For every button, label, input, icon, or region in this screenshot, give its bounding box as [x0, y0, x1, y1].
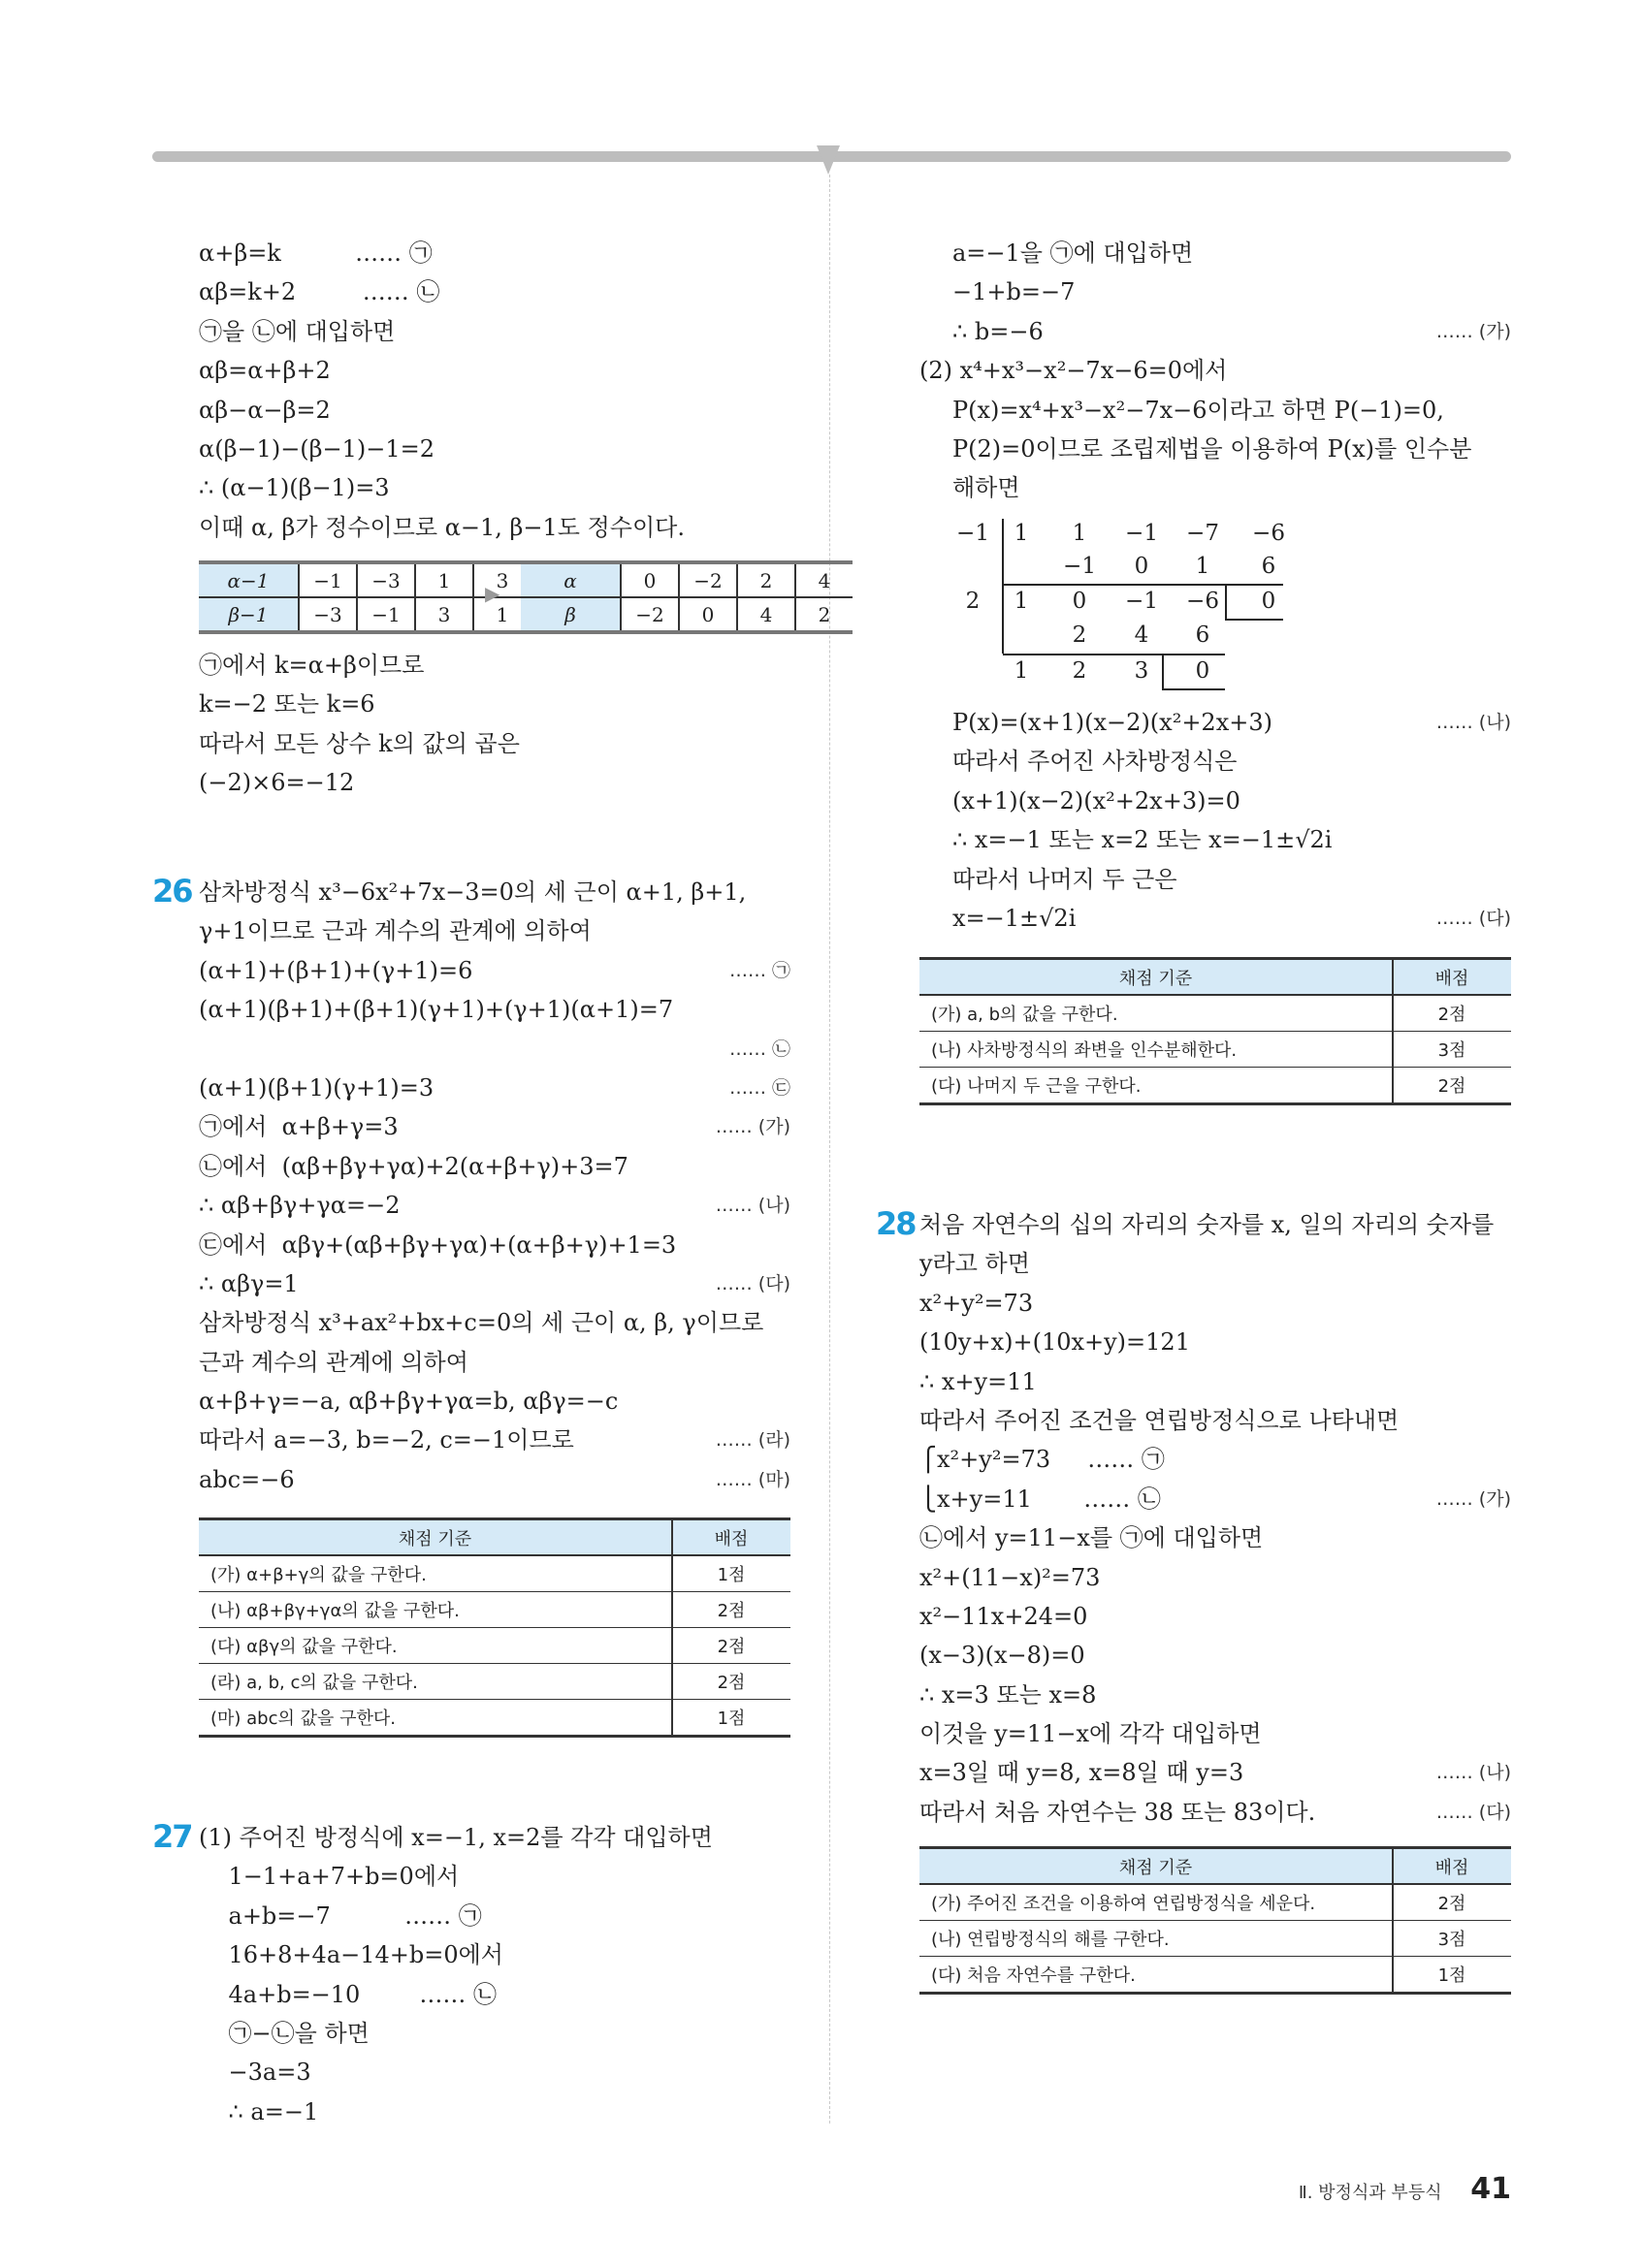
- line-text: x=−1±√2i: [952, 904, 1077, 932]
- line-text: P(x)=(x+1)(x−2)(x²+2x+3): [952, 709, 1272, 736]
- solution-line: [199, 1382, 790, 1421]
- criteria-cell: (라) a, b, c의 값을 구한다.: [199, 1664, 672, 1700]
- line-text: (α+1)+(β+1)+(γ+1)=6: [199, 956, 473, 984]
- question-number-27: 27: [152, 1818, 192, 1855]
- scoring-row: [199, 1700, 790, 1737]
- step-marker: …… (나): [715, 1195, 790, 1217]
- division-value: −7: [1186, 521, 1219, 546]
- division-value: 2: [965, 589, 981, 614]
- line-text: αβ=k+2 …… ㉡: [199, 278, 440, 306]
- solution-line: [199, 2092, 790, 2131]
- solution-line: [919, 1714, 1511, 1753]
- division-value: −1: [1063, 554, 1096, 579]
- points-cell: 3점: [1393, 1921, 1511, 1957]
- line-text: ㉠을 ㉡에 대입하면: [199, 317, 396, 345]
- line-text: a+b=−7 …… ㉠: [199, 1901, 482, 1930]
- division-value: 1: [1014, 589, 1029, 614]
- line-text: α(β−1)−(β−1)−1=2: [199, 434, 435, 463]
- row-header: α: [521, 562, 621, 597]
- line-text: 따라서 나머지 두 근은: [952, 865, 1177, 893]
- row-header: α−1: [199, 562, 299, 597]
- division-value: 6: [1261, 554, 1276, 579]
- points-cell: 2점: [672, 1664, 790, 1700]
- criteria-cell: (마) abc의 값을 구한다.: [199, 1700, 672, 1737]
- division-value: −1: [1125, 521, 1158, 546]
- solution-line: [919, 1480, 1511, 1518]
- line-text: y라고 하면: [919, 1250, 1030, 1278]
- line-text: ㉡에서 (αβ+βγ+γα)+2(α+β+γ)+3=7: [199, 1152, 628, 1180]
- solution-line: [952, 782, 1511, 820]
- line-text: 삼차방정식 x³+ax²+bx+c=0의 세 근이 α, β, γ이므로: [199, 1309, 764, 1337]
- step-marker: …… (다): [715, 1272, 790, 1294]
- solution-line: [199, 646, 790, 685]
- table-cell: 1: [473, 597, 531, 632]
- solution-line: [199, 468, 790, 507]
- chapter-title: Ⅱ. 방정식과 부등식: [1298, 2183, 1442, 2203]
- line-text: x²−11x+24=0: [919, 1602, 1088, 1630]
- criteria-cell: (가) α+β+γ의 값을 구한다.: [199, 1555, 672, 1592]
- solution-line: [199, 508, 790, 547]
- table-alpha-beta: [521, 560, 853, 634]
- solution-line: [199, 951, 790, 990]
- solution-line: [919, 1793, 1511, 1832]
- criteria-cell: (나) 사차방정식의 좌변을 인수분해한다.: [919, 1032, 1393, 1068]
- solution-line: [199, 1030, 790, 1069]
- table-cell: −1: [299, 562, 357, 597]
- line-text: 해하면: [952, 474, 1020, 502]
- solution-line: [199, 1975, 790, 2014]
- solution-line: [952, 468, 1511, 507]
- line-text: P(2)=0이므로 조립제법을 이용하여 P(x)를 인수분: [952, 434, 1472, 463]
- scoring-header-row: [919, 1848, 1511, 1885]
- solution-25-lines: [199, 234, 790, 547]
- division-line: [1002, 519, 1004, 654]
- line-text: γ+1이므로 근과 계수의 관계에 의하여: [199, 917, 592, 945]
- division-value: 1: [1195, 554, 1210, 579]
- solution-line: [199, 724, 790, 763]
- table-cell: 2: [737, 562, 795, 597]
- solution-line: [919, 1401, 1511, 1440]
- solution-27-conclusion: [952, 703, 1511, 938]
- division-value: 1: [1014, 658, 1029, 684]
- step-marker: …… (가): [1435, 1487, 1511, 1510]
- solution-line: [919, 1244, 1511, 1283]
- points-cell: 2점: [1393, 1884, 1511, 1921]
- division-value: 3: [1134, 658, 1149, 684]
- criteria-cell: (나) 연립방정식의 해를 구한다.: [919, 1921, 1393, 1957]
- division-value: 0: [1134, 554, 1149, 579]
- step-marker: …… (다): [1435, 907, 1511, 929]
- solution-line: [919, 1362, 1511, 1401]
- line-text: ⎧x²+y²=73 …… ㉠: [919, 1446, 1165, 1474]
- division-value: 4: [1134, 623, 1149, 648]
- line-text: 삼차방정식 x³−6x²+7x−3=0의 세 근이 α+1, β+1,: [199, 878, 747, 906]
- criteria-header: 채점 기준: [919, 1848, 1393, 1885]
- division-value: 1: [1014, 521, 1029, 546]
- solution-line: [199, 1226, 790, 1264]
- line-text: abc=−6: [199, 1465, 295, 1493]
- line-text: ∴ x=3 또는 x=8: [919, 1680, 1097, 1709]
- points-cell: 2점: [1393, 1068, 1511, 1104]
- step-marker: …… (가): [715, 1116, 790, 1138]
- line-text: 이것을 y=11−x에 각각 대입하면: [919, 1720, 1262, 1748]
- solution-25-conclusion: [199, 646, 790, 803]
- scoring-row: [919, 1884, 1511, 1921]
- table-alpha-minus-1: [199, 560, 531, 634]
- scoring-row: [919, 995, 1511, 1032]
- points-cell: 1점: [1393, 1957, 1511, 1994]
- table-cell: −1: [357, 597, 415, 632]
- header-bar-left: [152, 151, 831, 162]
- solution-line: [199, 873, 790, 911]
- step-marker: …… (가): [1435, 320, 1511, 342]
- scoring-header-row: [919, 959, 1511, 996]
- table-cell: 4: [737, 597, 795, 632]
- line-text: αβ=α+β+2: [199, 357, 331, 385]
- line-text: 처음 자연수의 십의 자리의 숫자를 x, 일의 자리의 숫자를: [919, 1211, 1495, 1238]
- line-text: 따라서 모든 상수 k의 값의 곱은: [199, 729, 520, 757]
- solution-line: [919, 1753, 1511, 1792]
- solution-line: [199, 351, 790, 390]
- solution-28: [919, 1205, 1511, 1832]
- line-text: 따라서 처음 자연수는 38 또는 83이다.: [919, 1798, 1316, 1826]
- solution-line: [199, 1857, 790, 1896]
- table-cell: 4: [795, 562, 853, 597]
- solution-line: [952, 742, 1511, 781]
- table-row: [521, 562, 853, 597]
- solution-line: [199, 911, 790, 950]
- row-header: β: [521, 597, 621, 632]
- row-header: β−1: [199, 597, 299, 632]
- step-marker: …… ㉠: [728, 959, 790, 981]
- division-value: 0: [1261, 589, 1276, 614]
- line-text: ∴ αβ+βγ+γα=−2: [199, 1192, 401, 1220]
- solution-line: [199, 1343, 790, 1382]
- solution-line: [919, 1284, 1511, 1323]
- step-marker: …… (마): [715, 1468, 790, 1490]
- table-cell: 0: [679, 597, 737, 632]
- solution-line: [919, 1518, 1511, 1557]
- solution-line: [919, 1597, 1511, 1636]
- line-text: 근과 계수의 관계에 의하여: [199, 1348, 468, 1376]
- line-text: 1−1+a+7+b=0에서: [199, 1863, 460, 1891]
- solution-line: [919, 1558, 1511, 1597]
- points-cell: 1점: [672, 1555, 790, 1592]
- solution-line: [199, 2053, 790, 2092]
- scoring-row: [199, 1592, 790, 1628]
- table-cell: 3: [473, 562, 531, 597]
- solution-line: [199, 430, 790, 468]
- points-cell: 2점: [1393, 995, 1511, 1032]
- points-cell: 1점: [672, 1700, 790, 1737]
- line-text: ㉢에서 αβγ+(αβ+βγ+γα)+(α+β+γ)+1=3: [199, 1230, 677, 1259]
- solution-line: [199, 1107, 790, 1146]
- solution-27-part2: [919, 234, 1511, 508]
- line-text: −1+b=−7: [952, 278, 1076, 306]
- table-cell: −3: [357, 562, 415, 597]
- solution-line: [952, 234, 1511, 272]
- line-text: ∴ a=−1: [199, 2097, 319, 2125]
- division-value: 0: [1195, 658, 1210, 684]
- solution-line: [199, 1264, 790, 1303]
- division-value: −1: [956, 521, 989, 546]
- solution-line: [919, 1636, 1511, 1675]
- line-text: ㉠에서 k=α+β이므로: [199, 652, 425, 679]
- solution-line: [199, 234, 790, 272]
- scoring-row: [919, 1921, 1511, 1957]
- solution-line: [199, 1147, 790, 1186]
- table-cell: −3: [299, 597, 357, 632]
- solution-line: [199, 763, 790, 802]
- solution-line: [199, 391, 790, 430]
- line-text: ∴ x=−1 또는 x=2 또는 x=−1±√2i: [952, 826, 1333, 854]
- division-line: [1225, 584, 1227, 619]
- line-text: k=−2 또는 k=6: [199, 690, 375, 719]
- division-line: [1003, 584, 1283, 586]
- solution-line: [199, 1303, 790, 1342]
- division-value: −1: [1125, 589, 1158, 614]
- table-cell: 0: [621, 562, 679, 597]
- scoring-table-26: [199, 1517, 790, 1738]
- table-cell: −2: [621, 597, 679, 632]
- solution-line: [952, 899, 1511, 938]
- solution-line: [952, 430, 1511, 468]
- division-line: [1003, 654, 1225, 655]
- line-text: 4a+b=−10 …… ㉡: [199, 1980, 497, 2008]
- arrow-right-icon: ▶: [485, 582, 500, 605]
- solution-line: [952, 391, 1511, 430]
- points-header: 배점: [1393, 959, 1511, 996]
- line-text: (α+1)(β+1)+(β+1)(γ+1)+(γ+1)(α+1)=7: [199, 996, 674, 1024]
- table-cell: 1: [415, 562, 473, 597]
- solution-line: [199, 272, 790, 311]
- solution-line: [199, 1069, 790, 1107]
- scoring-row: [199, 1555, 790, 1592]
- solution-line: [952, 703, 1511, 742]
- criteria-cell: (다) 나머지 두 근을 구한다.: [919, 1068, 1393, 1104]
- line-text: ∴ b=−6: [952, 317, 1044, 345]
- solution-line: [919, 351, 1511, 390]
- solution-line: [952, 860, 1511, 899]
- line-text: (x−3)(x−8)=0: [919, 1642, 1085, 1670]
- division-value: 0: [1072, 589, 1087, 614]
- line-text: (x+1)(x−2)(x²+2x+3)=0: [952, 786, 1240, 815]
- solution-line: [919, 1676, 1511, 1714]
- solution-line: [952, 820, 1511, 859]
- scoring-row: [199, 1628, 790, 1664]
- line-text: ⎩x+y=11 …… ㉡: [919, 1485, 1161, 1513]
- line-text: −3a=3: [199, 2059, 311, 2087]
- line-text: ∴ x+y=11: [919, 1367, 1037, 1395]
- solution-27-part1: [199, 1818, 790, 2131]
- line-text: x²+y²=73: [919, 1289, 1034, 1317]
- line-text: a=−1을 ㉠에 대입하면: [952, 240, 1194, 267]
- step-marker: …… (다): [1435, 1801, 1511, 1823]
- solution-line: [199, 1460, 790, 1499]
- scoring-header-row: [199, 1519, 790, 1556]
- division-line: [1162, 654, 1164, 688]
- division-value: 1: [1072, 521, 1087, 546]
- line-text: α+β+γ=−a, αβ+βγ+γα=b, αβγ=−c: [199, 1388, 619, 1416]
- scoring-row: [919, 1068, 1511, 1104]
- points-cell: 2점: [672, 1628, 790, 1664]
- solution-line: [919, 1323, 1511, 1361]
- solution-line: [919, 1440, 1511, 1479]
- table-cell: 2: [795, 597, 853, 632]
- step-marker: …… (라): [715, 1429, 790, 1452]
- solution-line: [199, 990, 790, 1029]
- division-line: [1225, 619, 1283, 621]
- division-value: 2: [1072, 658, 1087, 684]
- table-row: [521, 597, 853, 632]
- table-row: [199, 562, 531, 597]
- step-marker: …… ㉢: [728, 1076, 790, 1099]
- table-cell: −2: [679, 562, 737, 597]
- line-text: ㉠−㉡을 하면: [199, 2019, 370, 2047]
- scoring-row: [919, 1957, 1511, 1994]
- step-marker: …… ㉡: [728, 1038, 790, 1060]
- solution-line: [199, 1897, 790, 1935]
- line-text: α+β=k …… ㉠: [199, 240, 433, 267]
- solution-line: [199, 1935, 790, 1974]
- table-row: [199, 597, 531, 632]
- criteria-cell: (가) a, b의 값을 구한다.: [919, 995, 1393, 1032]
- line-text: 16+8+4a−14+b=0에서: [199, 1941, 503, 1969]
- criteria-cell: (가) 주어진 조건을 이용하여 연립방정식을 세운다.: [919, 1884, 1393, 1921]
- points-header: 배점: [1393, 1848, 1511, 1885]
- solution-line: [952, 272, 1511, 311]
- line-text: (1) 주어진 방정식에 x=−1, x=2를 각각 대입하면: [199, 1824, 713, 1851]
- criteria-cell: (다) 처음 자연수를 구한다.: [919, 1957, 1393, 1994]
- points-cell: 2점: [672, 1592, 790, 1628]
- scoring-table-27: [919, 957, 1511, 1105]
- line-text: ㉠에서 α+β+γ=3: [199, 1113, 399, 1141]
- line-text: (−2)×6=−12: [199, 769, 355, 797]
- solution-26: [199, 873, 790, 1499]
- line-text: ㉡에서 y=11−x를 ㉠에 대입하면: [919, 1524, 1264, 1552]
- line-text: (10y+x)+(10x+y)=121: [919, 1328, 1190, 1357]
- line-text: ∴ αβγ=1: [199, 1269, 299, 1297]
- step-marker: …… (나): [1435, 1762, 1511, 1784]
- criteria-cell: (나) αβ+βγ+γα의 값을 구한다.: [199, 1592, 672, 1628]
- division-line: [1162, 688, 1225, 690]
- line-text: ∴ (α−1)(β−1)=3: [199, 474, 390, 502]
- criteria-cell: (다) αβγ의 값을 구한다.: [199, 1628, 672, 1664]
- scoring-row: [199, 1664, 790, 1700]
- criteria-header: 채점 기준: [919, 959, 1393, 996]
- criteria-header: 채점 기준: [199, 1519, 672, 1556]
- step-marker: …… (나): [1435, 712, 1511, 733]
- solution-line: [199, 1186, 790, 1225]
- division-value: 6: [1195, 623, 1210, 648]
- line-text: x²+(11−x)²=73: [919, 1563, 1101, 1591]
- question-number-26: 26: [152, 873, 192, 910]
- line-text: (α+1)(β+1)(γ+1)=3: [199, 1073, 435, 1102]
- solution-line: [952, 312, 1511, 351]
- line-text: (2) x⁴+x³−x²−7x−6=0에서: [919, 357, 1228, 385]
- line-text: 따라서 a=−3, b=−2, c=−1이므로: [199, 1426, 574, 1454]
- line-text: 이때 α, β가 정수이므로 α−1, β−1도 정수이다.: [199, 513, 685, 541]
- question-number-28: 28: [876, 1205, 916, 1242]
- division-value: 2: [1072, 623, 1087, 648]
- solution-line: [199, 312, 790, 351]
- line-text: 따라서 주어진 조건을 연립방정식으로 나타내면: [919, 1406, 1400, 1434]
- line-text: x=3일 때 y=8, x=8일 때 y=3: [919, 1759, 1244, 1787]
- page-number: 41: [1470, 2172, 1511, 2206]
- column-divider: [829, 175, 830, 2124]
- points-header: 배점: [672, 1519, 790, 1556]
- table-cell: 3: [415, 597, 473, 632]
- solution-line: [919, 1205, 1511, 1244]
- solution-line: [199, 1421, 790, 1459]
- line-text: 따라서 주어진 사차방정식은: [952, 748, 1238, 776]
- scoring-row: [919, 1032, 1511, 1068]
- solution-line: [199, 2014, 790, 2053]
- division-value: −6: [1186, 589, 1219, 614]
- header-bar-right: [826, 151, 1511, 162]
- scoring-table-28: [919, 1846, 1511, 1995]
- points-cell: 3점: [1393, 1032, 1511, 1068]
- solution-line: [199, 1818, 790, 1857]
- page-footer: [1299, 2172, 1511, 2206]
- line-text: αβ−α−β=2: [199, 396, 331, 424]
- line-text: P(x)=x⁴+x³−x²−7x−6이라고 하면 P(−1)=0,: [952, 396, 1444, 424]
- solution-line: [199, 685, 790, 723]
- division-value: −6: [1252, 521, 1285, 546]
